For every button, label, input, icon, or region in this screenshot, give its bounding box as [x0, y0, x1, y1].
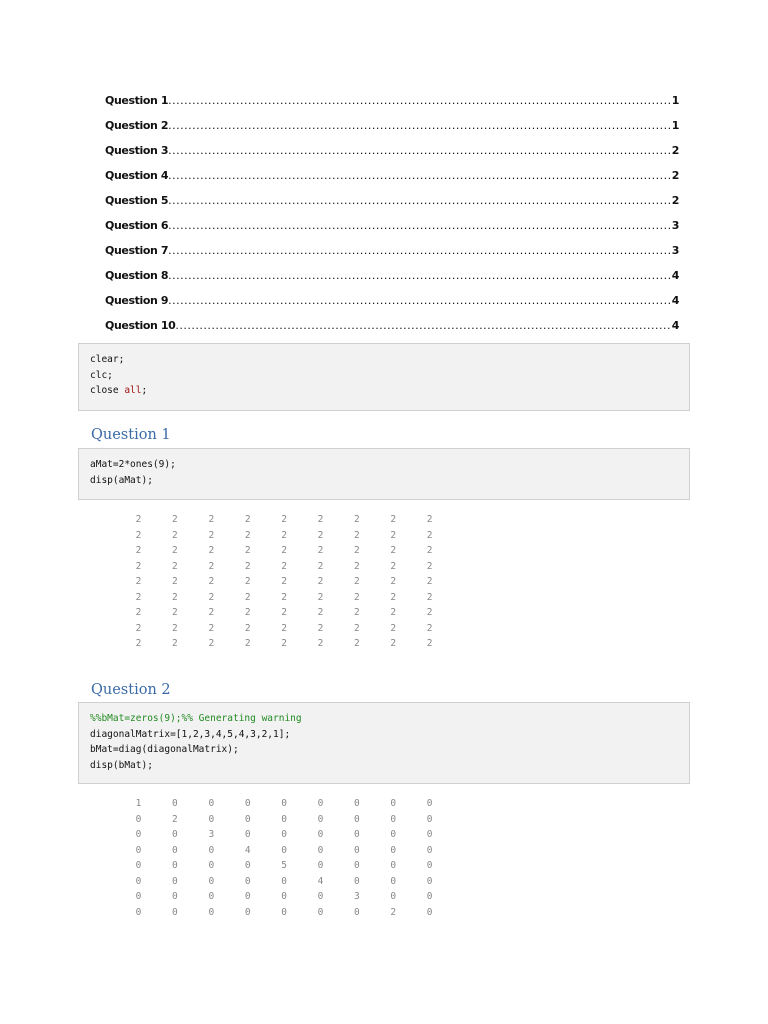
matrix-cell: 0: [354, 844, 360, 856]
question-1-output: [105, 512, 433, 652]
matrix-cell: 0: [426, 798, 433, 809]
matrix-cell: 2: [390, 529, 397, 541]
matrix-cell: 2: [135, 576, 142, 587]
matrix-cell: 0: [390, 844, 397, 856]
question-2-output: [105, 796, 433, 920]
toc-entry-label: Question 3: [105, 144, 169, 157]
matrix-cell: 0: [135, 829, 142, 840]
matrix-cell: 2: [281, 638, 287, 649]
matrix-cell: 0: [317, 844, 324, 856]
matrix-cell: 0: [426, 829, 433, 840]
matrix-row: [105, 559, 433, 575]
matrix-cell: 2: [244, 607, 251, 618]
matrix-cell: 2: [135, 638, 142, 649]
matrix-cell: 0: [281, 813, 287, 825]
matrix-row: [105, 574, 433, 590]
matrix-cell: 2: [317, 607, 324, 618]
matrix-cell: 2: [317, 576, 324, 587]
matrix-cell: 0: [172, 829, 178, 840]
matrix-cell: 2: [354, 591, 360, 603]
matrix-cell: 0: [426, 875, 433, 887]
matrix-cell: 2: [208, 607, 215, 618]
matrix-cell: 0: [244, 813, 251, 825]
toc-entry[interactable]: [105, 269, 679, 294]
code-line: clc;: [90, 369, 113, 381]
matrix-cell: 0: [281, 906, 287, 918]
matrix-cell: 2: [208, 560, 215, 572]
matrix-cell: 4: [317, 875, 324, 887]
matrix-row: [105, 605, 433, 621]
toc-entry-page: 1: [671, 119, 679, 132]
code-line: diagonalMatrix=[1,2,3,4,5,4,3,2,1];: [90, 728, 291, 740]
matrix-cell: 2: [390, 514, 397, 525]
matrix-cell: 2: [354, 638, 360, 649]
matrix-cell: 2: [244, 529, 251, 541]
matrix-cell: 2: [354, 529, 360, 541]
toc-entry-page: 4: [671, 319, 679, 332]
toc-entry-page: 4: [671, 269, 679, 282]
matrix-cell: 2: [244, 638, 251, 649]
code-text: close: [90, 385, 125, 396]
matrix-cell: 0: [208, 798, 215, 809]
matrix-cell: 2: [172, 529, 178, 541]
matrix-cell: 0: [281, 829, 287, 840]
matrix-cell: 2: [244, 560, 251, 572]
matrix-cell: 2: [281, 576, 287, 587]
matrix-cell: 2: [172, 560, 178, 572]
matrix-cell: 2: [426, 607, 433, 618]
matrix-cell: 0: [354, 875, 360, 887]
matrix-cell: 0: [208, 875, 215, 887]
matrix-cell: 0: [317, 906, 324, 918]
matrix-cell: 0: [135, 891, 142, 902]
matrix-cell: 0: [354, 906, 360, 918]
matrix-cell: 2: [208, 545, 215, 556]
matrix-row: [105, 827, 433, 843]
matrix-cell: 2: [317, 529, 324, 541]
toc-leader-dots: [168, 269, 671, 282]
toc-entry[interactable]: [105, 219, 679, 244]
toc-entry-label: Question 8: [105, 269, 169, 282]
toc-entry-page: 3: [671, 244, 679, 257]
matrix-row: [105, 796, 433, 812]
matrix-cell: 3: [208, 829, 215, 840]
matrix-cell: 2: [426, 638, 433, 649]
matrix-cell: 2: [390, 906, 397, 918]
matrix-row: [105, 621, 433, 637]
question-1-code-block: [78, 448, 690, 500]
matrix-row: [105, 512, 433, 528]
toc-leader-dots: [168, 144, 671, 157]
toc-entry[interactable]: [105, 294, 679, 319]
matrix-cell: 0: [426, 844, 433, 856]
matrix-cell: 2: [135, 545, 142, 556]
toc-entry-label: Question 7: [105, 244, 169, 257]
matrix-cell: 5: [281, 860, 287, 871]
matrix-row: [105, 636, 433, 652]
toc-entry-label: Question 9: [105, 294, 169, 307]
matrix-cell: 0: [281, 875, 287, 887]
matrix-cell: 2: [172, 607, 178, 618]
matrix-row: [105, 874, 433, 890]
matrix-cell: 2: [281, 591, 287, 603]
toc-entry-label: Question 4: [105, 169, 169, 182]
matrix-row: [105, 858, 433, 874]
matrix-cell: 2: [354, 545, 360, 556]
matrix-row: [105, 889, 433, 905]
matrix-cell: 2: [317, 591, 324, 603]
matrix-cell: 0: [172, 875, 178, 887]
toc-leader-dots: [168, 219, 671, 232]
code-line: disp(bMat);: [90, 759, 153, 771]
matrix-cell: 2: [281, 545, 287, 556]
matrix-cell: 2: [426, 529, 433, 541]
matrix-cell: 0: [172, 844, 178, 856]
matrix-cell: 0: [135, 844, 142, 856]
matrix-cell: 0: [208, 860, 215, 871]
matrix-cell: 0: [390, 813, 397, 825]
matrix-cell: 0: [317, 829, 324, 840]
toc-entry-label: Question 10: [105, 319, 176, 332]
matrix-cell: 2: [390, 545, 397, 556]
matrix-cell: 2: [172, 591, 178, 603]
matrix-row: [105, 528, 433, 544]
matrix-cell: 0: [172, 906, 178, 918]
code-line: [90, 383, 678, 399]
matrix-cell: 2: [390, 591, 397, 603]
toc-leader-dots: [168, 194, 671, 207]
toc-leader-dots: [175, 319, 670, 332]
code-line: clear;: [90, 354, 125, 365]
matrix-cell: 0: [426, 860, 433, 871]
matrix-cell: 0: [390, 798, 397, 809]
matrix-cell: 0: [135, 813, 142, 825]
matrix-cell: 0: [172, 891, 178, 902]
matrix-cell: 0: [208, 891, 215, 902]
toc-leader-dots: [168, 169, 671, 182]
matrix-cell: 0: [281, 844, 287, 856]
toc-entry-page: 4: [671, 294, 679, 307]
matrix-cell: 2: [390, 560, 397, 572]
matrix-cell: 2: [281, 622, 287, 634]
toc-entry-label: Question 2: [105, 119, 169, 132]
matrix-cell: 2: [135, 622, 142, 634]
matrix-cell: 0: [208, 906, 215, 918]
matrix-cell: 2: [135, 560, 142, 572]
init-code-block: [78, 343, 690, 411]
matrix-cell: 2: [135, 514, 142, 525]
question-2-code-block: [78, 702, 690, 784]
toc-entry-page: 2: [671, 169, 679, 182]
code-text: ;: [141, 385, 148, 396]
toc-entry-page: 2: [671, 144, 679, 157]
matrix-cell: 2: [135, 607, 142, 618]
matrix-cell: 0: [426, 813, 433, 825]
matrix-cell: 0: [172, 860, 178, 871]
matrix-cell: 0: [135, 875, 142, 887]
toc-entry[interactable]: [105, 194, 679, 219]
matrix-cell: 2: [317, 638, 324, 649]
matrix-cell: 0: [354, 813, 360, 825]
matrix-cell: 2: [135, 591, 142, 603]
matrix-cell: 2: [135, 529, 142, 541]
matrix-cell: 2: [208, 591, 215, 603]
matrix-cell: 0: [426, 906, 433, 918]
matrix-cell: 3: [354, 891, 360, 902]
matrix-cell: 0: [172, 798, 178, 809]
matrix-cell: 0: [244, 829, 251, 840]
matrix-cell: 2: [172, 622, 178, 634]
matrix-cell: 0: [244, 798, 251, 809]
toc-leader-dots: [168, 294, 671, 307]
code-line: aMat=2*ones(9);: [90, 459, 176, 470]
matrix-cell: 2: [390, 622, 397, 634]
toc-leader-dots: [168, 244, 671, 257]
matrix-cell: 0: [244, 860, 251, 871]
matrix-cell: 2: [244, 591, 251, 603]
matrix-row: [105, 905, 433, 921]
matrix-cell: 0: [354, 829, 360, 840]
matrix-cell: 2: [281, 529, 287, 541]
matrix-cell: 2: [390, 607, 397, 618]
matrix-row: [105, 843, 433, 859]
matrix-row: [105, 590, 433, 606]
matrix-cell: 2: [426, 576, 433, 587]
matrix-cell: 0: [426, 891, 433, 902]
code-comment: %%bMat=zeros(9);%% Generating warning: [90, 713, 302, 724]
matrix-cell: 2: [317, 545, 324, 556]
matrix-cell: 2: [244, 514, 251, 525]
matrix-cell: 0: [244, 891, 251, 902]
matrix-cell: 2: [244, 545, 251, 556]
matrix-cell: 2: [354, 514, 360, 525]
matrix-cell: 0: [281, 891, 287, 902]
matrix-cell: 0: [390, 875, 397, 887]
matrix-cell: 2: [426, 560, 433, 572]
matrix-cell: 2: [244, 622, 251, 634]
matrix-cell: 2: [354, 560, 360, 572]
section-heading-question-1: Question 1: [91, 427, 171, 443]
matrix-cell: 0: [281, 798, 287, 809]
matrix-cell: 2: [426, 622, 433, 634]
code-line: disp(aMat);: [90, 474, 153, 486]
section-heading-question-2: Question 2: [91, 682, 171, 698]
matrix-cell: 1: [135, 798, 142, 809]
toc-entry-page: 2: [671, 194, 679, 207]
matrix-cell: 2: [208, 529, 215, 541]
matrix-cell: 0: [390, 860, 397, 871]
matrix-cell: 2: [208, 576, 215, 587]
matrix-cell: 2: [172, 638, 178, 649]
matrix-cell: 0: [390, 891, 397, 902]
matrix-cell: 2: [426, 514, 433, 525]
toc-entry[interactable]: [105, 94, 679, 119]
matrix-cell: 2: [281, 607, 287, 618]
matrix-cell: 2: [390, 638, 397, 649]
matrix-cell: 0: [390, 829, 397, 840]
matrix-cell: 0: [317, 798, 324, 809]
matrix-cell: 2: [317, 560, 324, 572]
matrix-cell: 2: [426, 545, 433, 556]
toc-entry-label: Question 6: [105, 219, 169, 232]
matrix-cell: 2: [317, 514, 324, 525]
matrix-cell: 2: [317, 622, 324, 634]
toc-entry-label: Question 1: [105, 94, 169, 107]
matrix-cell: 2: [354, 607, 360, 618]
matrix-cell: 2: [244, 576, 251, 587]
matrix-cell: 2: [172, 576, 178, 587]
matrix-cell: 2: [354, 622, 360, 634]
matrix-cell: 0: [244, 875, 251, 887]
matrix-cell: 2: [208, 622, 215, 634]
matrix-cell: 0: [354, 798, 360, 809]
matrix-cell: 0: [135, 906, 142, 918]
matrix-cell: 2: [281, 560, 287, 572]
toc-entry[interactable]: [105, 119, 679, 144]
matrix-row: [105, 543, 433, 559]
code-line: bMat=diag(diagonalMatrix);: [90, 744, 239, 755]
matrix-row: [105, 812, 433, 828]
matrix-cell: 2: [172, 813, 178, 825]
matrix-cell: 2: [281, 514, 287, 525]
toc-entry-page: 1: [671, 94, 679, 107]
toc-entry[interactable]: [105, 169, 679, 194]
matrix-cell: 2: [208, 638, 215, 649]
matrix-cell: 0: [135, 860, 142, 871]
matrix-cell: 2: [354, 576, 360, 587]
matrix-cell: 2: [172, 545, 178, 556]
matrix-cell: 4: [244, 844, 251, 856]
matrix-cell: 0: [208, 813, 215, 825]
toc-entry[interactable]: [105, 144, 679, 169]
matrix-cell: 2: [208, 514, 215, 525]
matrix-cell: 2: [390, 576, 397, 587]
matrix-cell: 0: [208, 844, 215, 856]
toc-entry[interactable]: [105, 319, 679, 344]
matrix-cell: 0: [317, 860, 324, 871]
toc-entry[interactable]: [105, 244, 679, 269]
matrix-cell: 0: [354, 860, 360, 871]
matrix-cell: 0: [317, 813, 324, 825]
code-keyword: all: [124, 385, 142, 396]
matrix-cell: 0: [244, 906, 251, 918]
toc-entry-label: Question 5: [105, 194, 169, 207]
table-of-contents: [105, 94, 679, 344]
toc-leader-dots: [168, 119, 671, 132]
matrix-cell: 2: [426, 591, 433, 603]
toc-leader-dots: [168, 94, 671, 107]
toc-entry-page: 3: [671, 219, 679, 232]
matrix-cell: 2: [172, 514, 178, 525]
matrix-cell: 0: [317, 891, 324, 902]
